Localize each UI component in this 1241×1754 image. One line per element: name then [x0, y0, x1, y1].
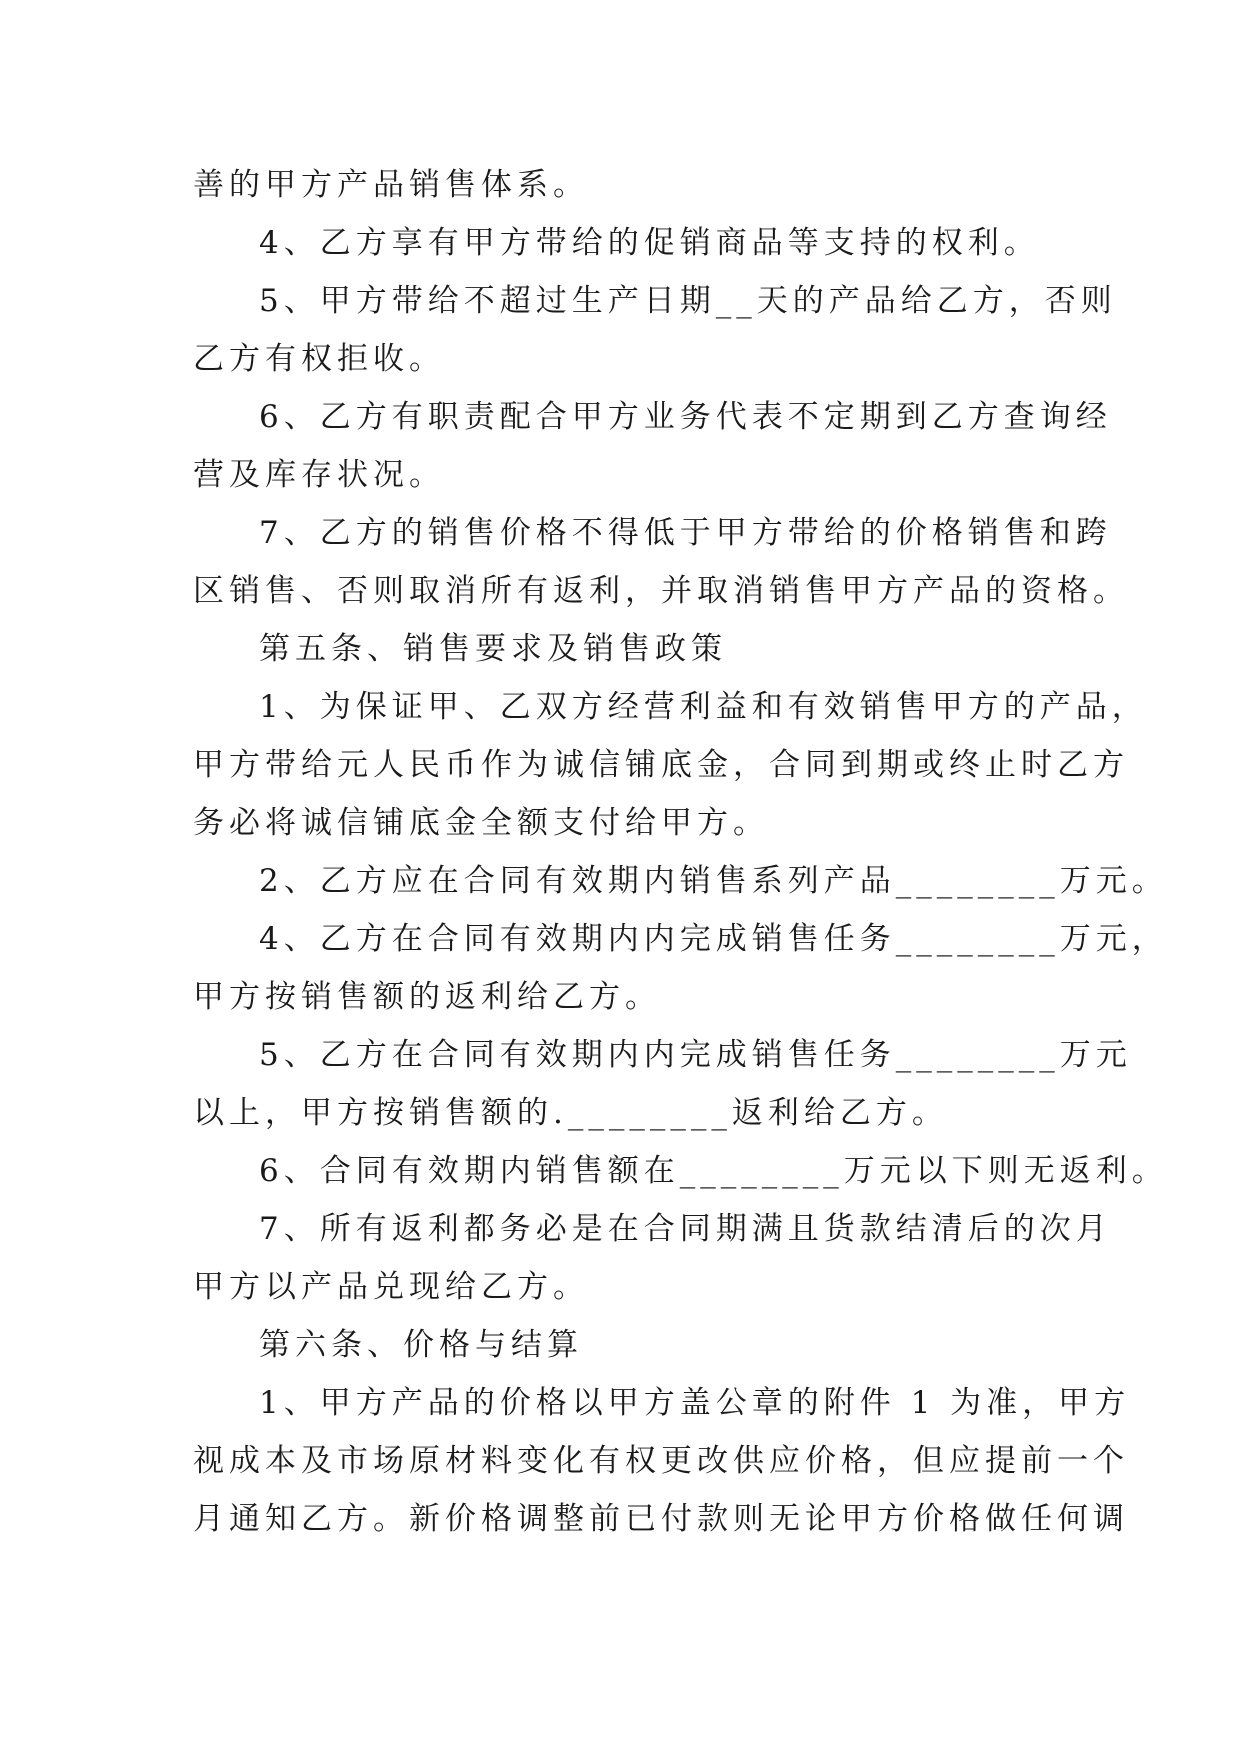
- text-line: 6、乙方有职责配合甲方业务代表不定期到乙方查询经: [259, 399, 1112, 435]
- section-heading: 第六条、价格与结算: [259, 1327, 583, 1363]
- text-line: 2、乙方应在合同有效期内销售系列产品________万元。: [259, 863, 1168, 899]
- text-line: 月通知乙方。新价格调整前已付款则无论甲方价格做任何调: [193, 1501, 1129, 1537]
- text-line: 甲方以产品兑现给乙方。: [193, 1269, 589, 1305]
- text-line: 乙方有权拒收。: [193, 341, 445, 377]
- section-heading: 第五条、销售要求及销售政策: [259, 631, 727, 667]
- text-line: 4、乙方在合同有效期内内完成销售任务________万元，: [259, 921, 1168, 957]
- text-line: 5、甲方带给不超过生产日期__天的产品给乙方，否则: [259, 283, 1117, 319]
- text-line: 5、乙方在合同有效期内内完成销售任务________万元: [259, 1037, 1132, 1073]
- text-line: 务必将诚信铺底金全额支付给甲方。: [193, 805, 769, 841]
- text-line: 6、合同有效期内销售额在________万元以下则无返利。: [259, 1153, 1168, 1189]
- text-line: 甲方带给元人民币作为诚信铺底金，合同到期或终止时乙方: [193, 747, 1129, 783]
- document-page: [193, 156, 1168, 1548]
- text-line: 营及库存状况。: [193, 457, 445, 493]
- text-line: 善的甲方产品销售体系。: [193, 167, 589, 203]
- text-line: 7、乙方的销售价格不得低于甲方带给的价格销售和跨: [259, 515, 1112, 551]
- text-line: 甲方按销售额的返利给乙方。: [193, 979, 661, 1015]
- text-line: 1、甲方产品的价格以甲方盖公章的附件 1 为准，甲方: [259, 1385, 1131, 1421]
- text-line: 1、为保证甲、乙双方经营利益和有效销售甲方的产品，: [259, 689, 1148, 725]
- text-line: 以上，甲方按销售额的.________返利给乙方。: [193, 1095, 948, 1131]
- text-line: 区销售、否则取消所有返利，并取消销售甲方产品的资格。: [193, 573, 1129, 609]
- text-line: 4、乙方享有甲方带给的促销商品等支持的权利。: [259, 225, 1040, 261]
- text-line: 视成本及市场原材料变化有权更改供应价格，但应提前一个: [193, 1443, 1129, 1479]
- text-line: 7、所有返利都务必是在合同期满且货款结清后的次月: [259, 1211, 1112, 1247]
